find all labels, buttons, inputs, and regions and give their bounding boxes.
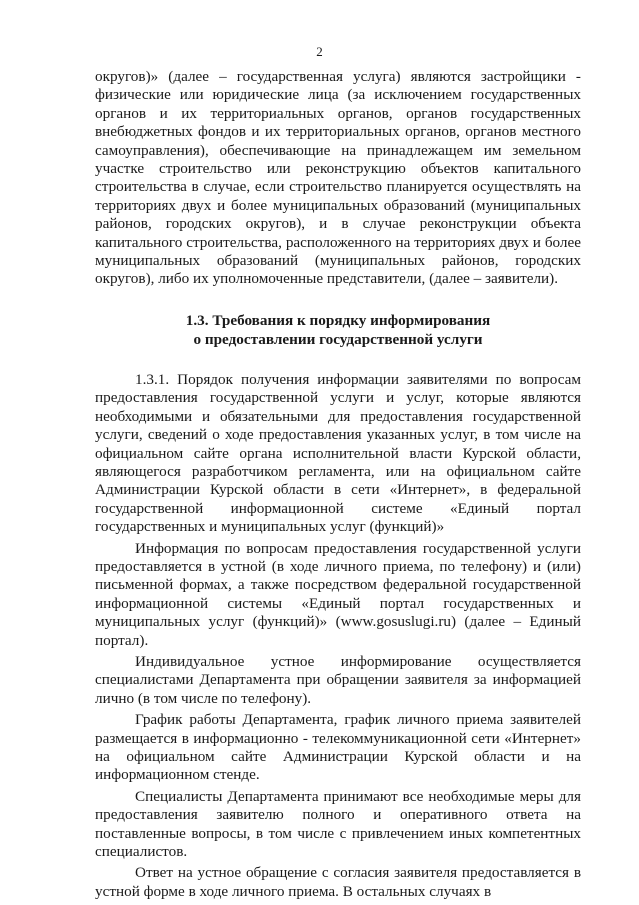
- paragraph-specialists-measures: Специалисты Департамента принимают все необходимые меры для предоставления заявителю полного и оперативного ответа на поставленные вопросы, в том числе с привлечением иных компетентных специалистов.: [95, 787, 581, 861]
- section-heading: [95, 311, 581, 349]
- page-number: 2: [316, 44, 323, 59]
- intro-paragraph: округов)» (далее – государственная услуга) являются застройщики - физические или юридические лица (за исключением государственных органов и их территориальных органов, органов государственных внебюджетных фондов и их территориальных органов, органов местного самоуправления), обеспечивающие на принадлежащем им земельном участке строительство или реконструкцию объектов капитального строительства в случае, если строительство планируется осуществлять на территориях двух и более муниципальных образований (муниципальных районов, городских округов), и в случае реконструкции объекта капитального строительства, расположенного на территориях двух и более муниципальных образований (муниципальных районов, городских округов), либо их уполномоченные представители, (далее – заявители).: [95, 68, 581, 288]
- paragraph-work-schedule: График работы Департамента, график личного приема заявителей размещается в информационно - телекоммуникационной сети «Интернет» на официальном сайте Администрации Курской области и на информационном стенде.: [95, 711, 581, 784]
- paragraph-information-forms: Информация по вопросам предоставления государственной услуги предоставляется в устной (в ходе личного приема, по телефону) и (или) письменной формах, а также посредством федеральной государственной информационной системы «Единый портал государственных и муниципальных услуг (функций)» (www.gosuslugi.ru) (далее – Единый портал).: [95, 539, 581, 649]
- section-heading-line-2: о предоставлении государственной услуги: [193, 330, 483, 348]
- document-body: [95, 68, 581, 901]
- paragraph-oral-response: Ответ на устное обращение с согласия заявителя предоставляется в устной форме в ходе личного приема. В остальных случаях в: [95, 864, 581, 900]
- section-heading-line-1: 1.3. Требования к порядку информирования: [185, 311, 491, 329]
- paragraph-individual-informing: Индивидуальное устное информирование осуществляется специалистами Департамента при обращении заявителя за информацией лично (в том числе по телефону).: [95, 652, 581, 707]
- paragraph-1-3-1: 1.3.1. Порядок получения информации заявителями по вопросам предоставления государственной услуги и услуг, которые являются необходимыми и обязательными для предоставления государственной услуги, сведений о ходе предоставления указанных услуг, в том числе на официальном сайте органа исполнительной власти Курской области, являющегося разработчиком регламента, или на официальном сайте Администрации Курской области в сети «Интернет», в федеральной государственной информационной системе «Единый портал государственных и муниципальных услуг (функций)»: [95, 370, 581, 536]
